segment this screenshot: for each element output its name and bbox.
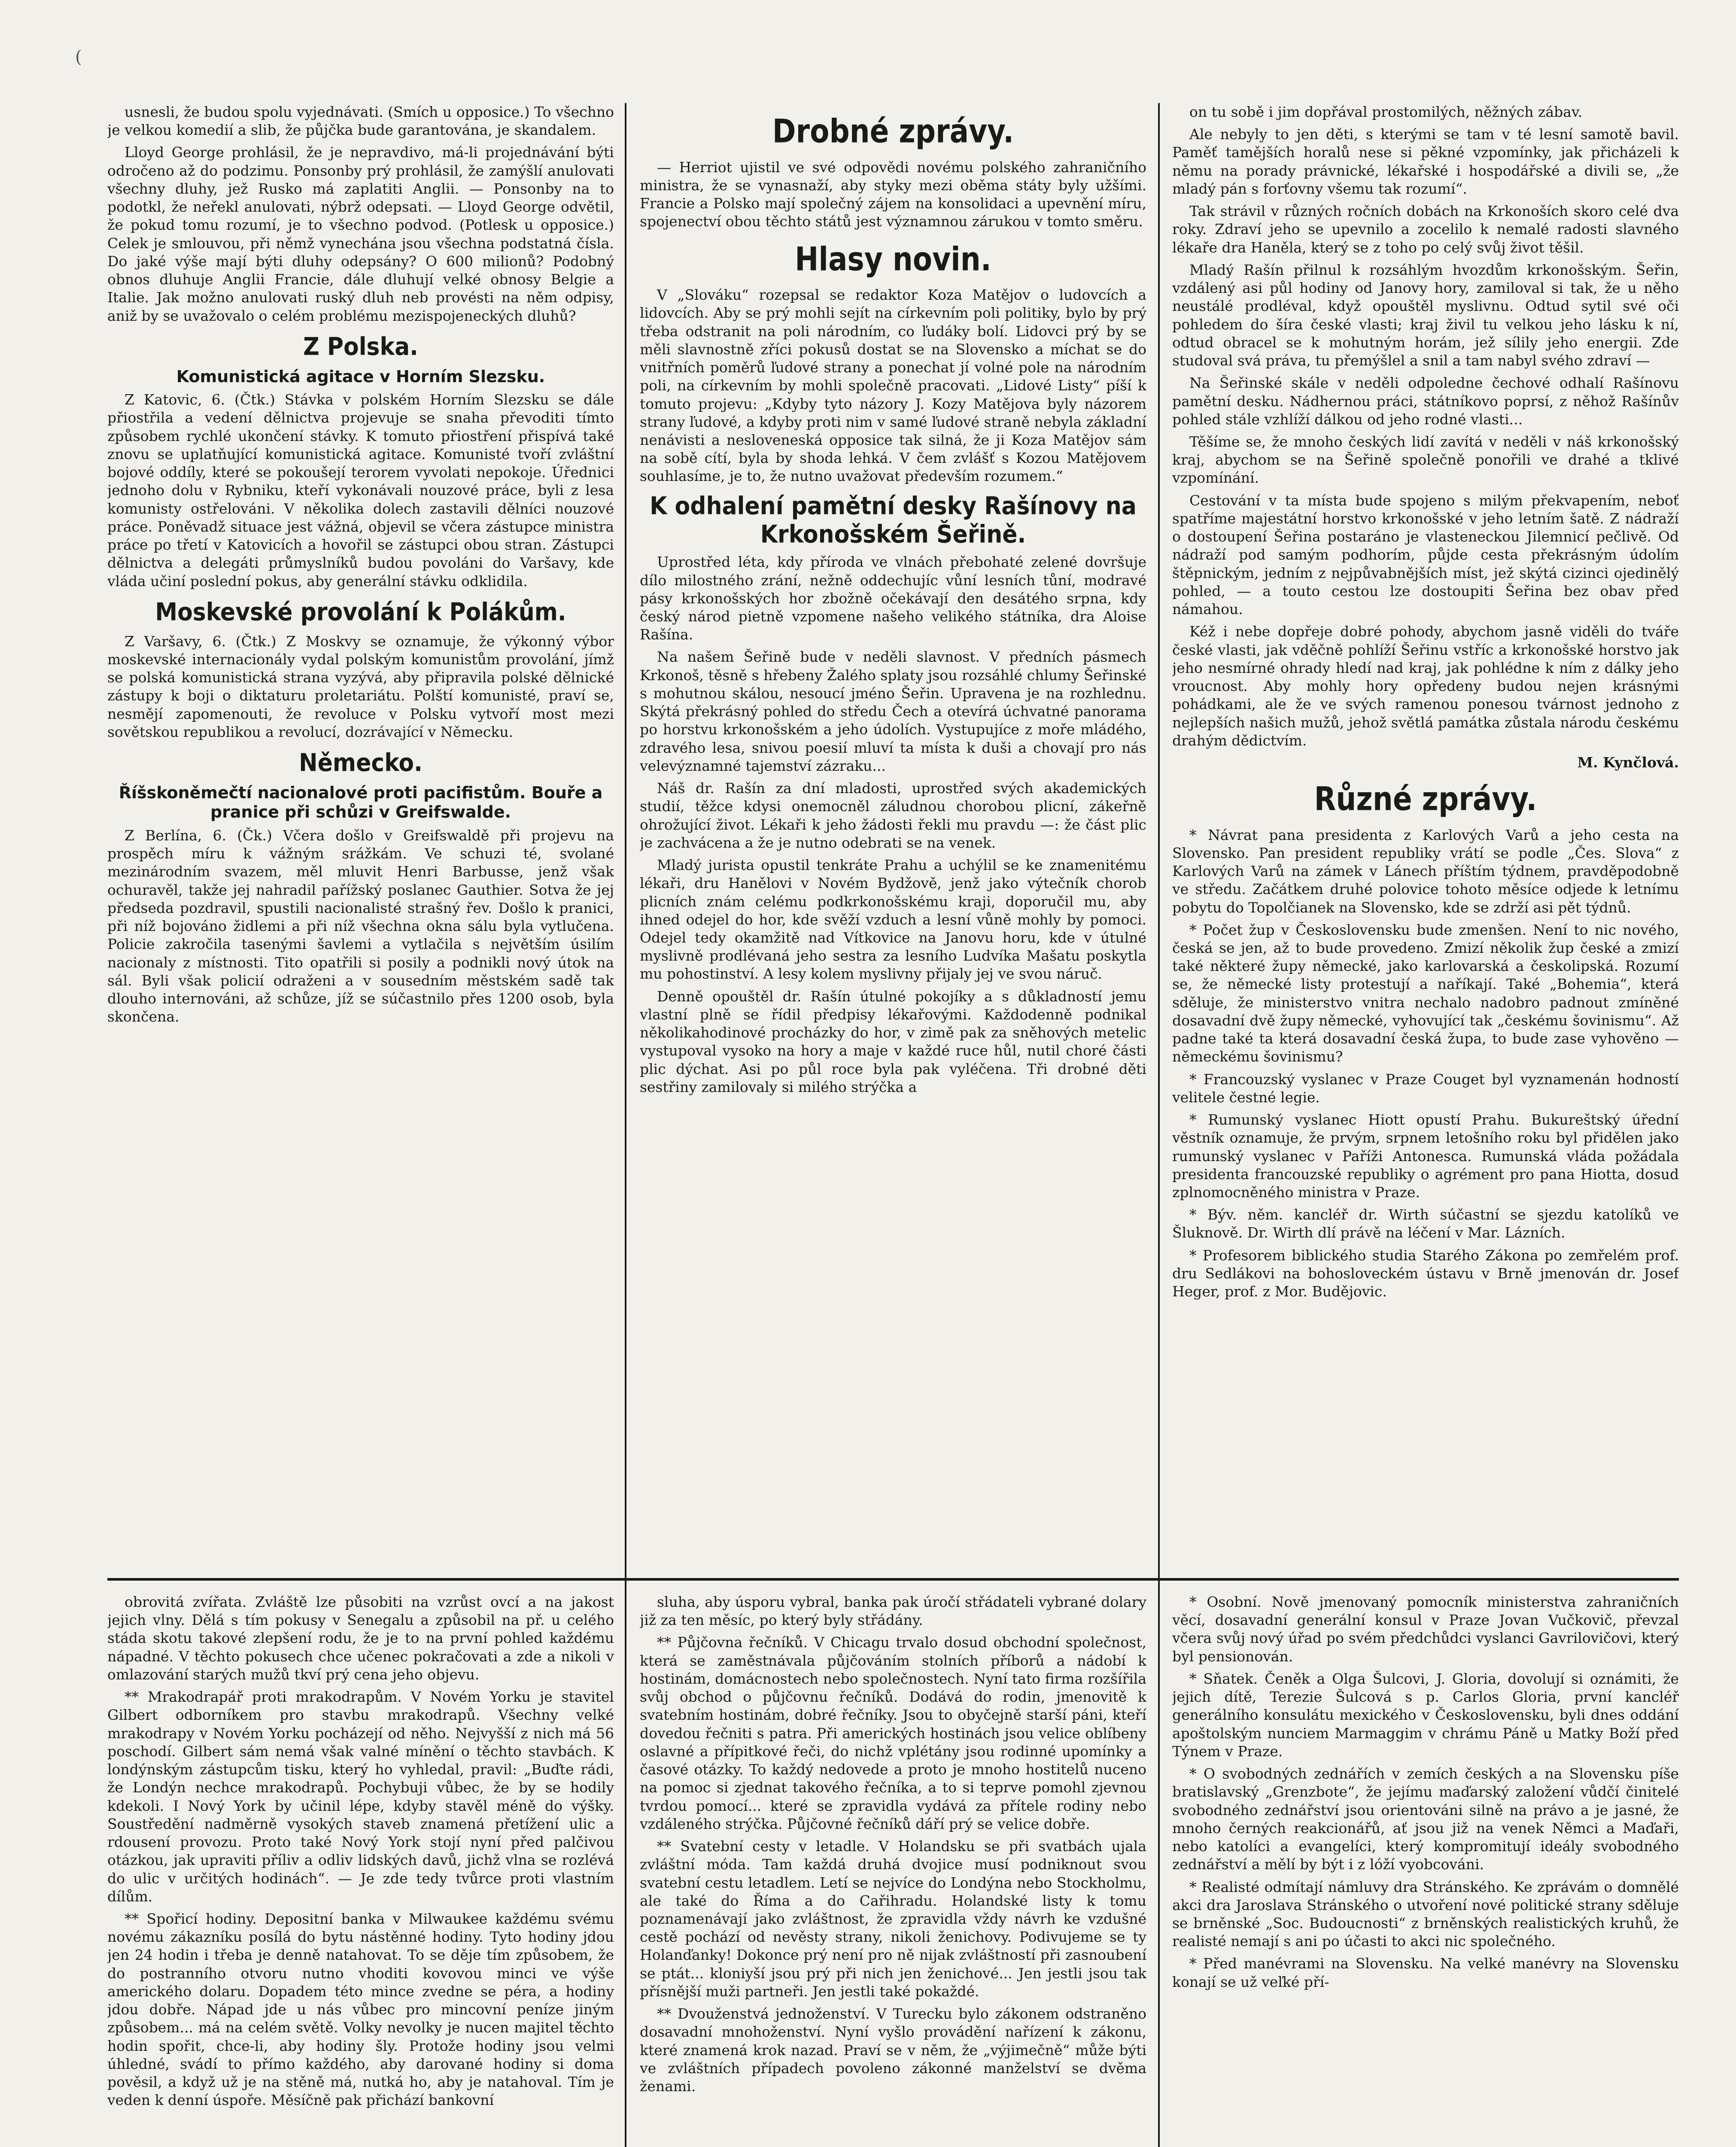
article-paragraph: * Francouzský vyslanec v Praze Couget byl vyznamenán hodností velitele čestné legie.	[1172, 1070, 1679, 1106]
article-paragraph: * Před manévrami na Slovensku. Na velké manévry na Slovensku konají se už veľké pří-	[1172, 1955, 1679, 1990]
article-paragraph: * Návrat pana presidenta z Karlových Varů a jeho cesta na Slovensko. Pan president republiky vrátí se podle „Čes. Slova“ z Karlových Varů na zámek v Lánech příštím týdnem, pravděpodobně ve středu. Začátkem druhé polovice tohoto měsíce odjede k letnímu pobytu do Topolčianek na Slovensko, kde se zdrží asi pět týdnů.	[1172, 826, 1679, 916]
column-1-top	[107, 103, 614, 1563]
article-paragraph: Z Katovic, 6. (Čtk.) Stávka v polském Horním Slezsku se dále přiostřila a vedení dělnictva projevuje se snaha převoditi tímto způsobem rychlé ukončení stávky. K tomuto přiostření přispívá také znovu se uplatňující komunistická agitace. Komunisté tvoří zvláštní bojové oddíly, které se pokoušejí terorem vyvolati nepokoje. Úřednici jednoho dolu v Rybniku, kteří vykonávali nouzové práce, byli z lesa komunisty ostřelováni. V několika dolech zastavili dělníci nouzové práce. Poněvadž situace jest vážná, objevil se včera zástupce ministra práce po třetí v Katovicích a hovořil se zástupci obou stran. Zástupci dělnictva a delegáti průmyslníků budou povoláni do Varšavy, kde vláda učiní poslední pokus, aby generální stávku odklidila.	[107, 391, 614, 590]
article-paragraph: Těšíme se, že mnoho českých lidí zavítá v neděli v náš krkonošský kraj, abychom se na Šeřině společně ponořili ve drahé a tklivé vzpomínání.	[1172, 433, 1679, 487]
article-paragraph: Na našem Šeřině bude v neděli slavnost. V předních pásmech Krkonoš, těsně s hřebeny Žalého splaty jsou rozsáhlé chlumy Šeřinské s mohutnou skálou, nesoucí jméno Šeřin. Upravena je na rozhlednu. Skýtá překrásný pohled do středu Čech a otevírá úchvatné panorama po horstvu krkonošském a jeho údolích. Vystupujíce z moře mládého, zdravého lesa, snivou poesií mluví ta místa k duši a chovají pro nás velevýznamné tajemství zázraku...	[640, 648, 1146, 774]
article-paragraph: ** Dvouženstvá jednoženství. V Turecku bylo zákonem odstraněno dosavadní mnohoženství. Nyní vyšlo provádění nařízení k zákonu, které znamená krok nazad. Praví se v něm, že „výjimečně“ může býti ve zvláštních případech povoleno zákonné manželství se dvěma ženami.	[640, 2005, 1146, 2095]
article-paragraph: Z Berlína, 6. (Čk.) Včera došlo v Greifswaldě při projevu na prospěch míru k vážným srážkám. Ve schuzi té, svolané mezinárodním svazem, měl mluvit Henri Barbusse, jenž však ochuravěl, takže jej nahradil pařížský poslanec Gauthier. Sotva že jej předseda pozdravil, spustili nacionalisté strašný řev. Došlo k pranici, při níž bojováno židlemi a při níž všechna okna sálu byla vytlučena. Policie zakročila tasenými šavlemi a vytlačila s největším úsilím nacionaly z místnosti. Tito opatřili si posily a podnikli nový útok na sál. Byli však policií odraženi a v sousedním městském sadě tak dlouho internováni, až schůze, jíž se súčastnilo přes 1200 osob, byla skončena.	[107, 827, 614, 1025]
article-paragraph: obrovitá zvířata. Zvláště lze působiti na vzrůst ovcí a na jakost jejich vlny. Dělá s tím pokusy v Senegalu a způsobil na př. u celého stáda skotu takové zlepšení rodu, že je to na první pohled každému nápadné. V těchto pokusech chce učenec pokračovati a zde a nikoli v omlazování starých mužů tkví prý cena jeho objevu.	[107, 1594, 614, 1683]
article-headline: Říšskoněmečtí nacionalové proti pacifistům. Bouře a pranice při schůzi v Greifswalde.	[119, 783, 603, 822]
author-signature: M. Kynčlová.	[1577, 754, 1679, 771]
article-paragraph: * O svobodných zednářích v zemích českých a na Slovensku píše bratislavský „Grenzbote“, že jejímu maďarský založení vůdčí činitelé svobodného zednářství jsou orientováni silně na právo a je jasné, že mnoho černých reakcionářů, ať jsou již na venek Němci a Maďaři, nebo katolíci a evangelíci, který kompromitují ideály svobodného zednářství a mělí by být i z lóží vyobcováni.	[1172, 1765, 1679, 1873]
article-paragraph: Z Varšavy, 6. (Čtk.) Z Moskvy se oznamuje, že výkonný výbor moskevské internacionály vydal polským komunistům provolání, jímž se polská komunistická strana vyzývá, aby připravila polské dělnické zástupy k boji o diktaturu proletariátu. Polští komunisté, praví se, nesmějí zapomenouti, že revoluce v Polsku vytvoří most mezi sovětskou republikou a revolucí, dozrávající v Německu.	[107, 633, 614, 740]
column-rule-1	[625, 103, 626, 2147]
article-paragraph: * Profesorem biblického studia Starého Zákona po zemřelém prof. dru Sedlákovi na bohosloveckém ústavu v Brně jmenován dr. Josef Heger, prof. z Mor. Budějovic.	[1172, 1247, 1679, 1300]
article-paragraph: V „Slováku“ rozepsal se redaktor Koza Matějov o ludovcích a lidovcích. Aby se prý mohli sejít na církevním poli politiky, bylo by prý třeba odstranit na poli národním, co ľudáky bolí. Lidovci prý by se měli slavnostně zříci pokusů dostat se na Slovensko a míchat se do vnitřních poměrů ľudové strany a ponechat jí volné pole na národním poli, na církevním by mohli společně pracovati. „Lidové Listy“ píší k tomuto projevu: „Kdyby tyto názory J. Kozy Matějova byly názorem strany ľudové, a kdyby proti nim v samé ľudové straně nebyla základní nenávisti a nesloveneská opposice tak silná, že ji Koza Matějov sám na sobě cítí, byla by shoda lehká. V čem zvlášť s Kozou Matějovem souhlasíme, je to, že nutno uvažovat především rozumem.“	[640, 286, 1146, 485]
article-paragraph: Náš dr. Rašín za dní mladosti, uprostřed svých akademických studií, těžce kdysi onemocněl záludnou chorobou plicní, zákeřně ohrožující život. Lékaři k jeho žádosti řekli mu pravdu —: že část plic je zachvácena a že je nutno odebrati se na venek.	[640, 780, 1146, 851]
article-headline: K odhalení pamětní desky Rašínovy na Krkonošském Šeřině.	[650, 492, 1137, 549]
article-paragraph: — Herriot ujistil ve své odpovědi novému polského zahraničního ministra, že se vynasnaží, aby styky mezi oběma státy byly užšími. Francie a Polsko mají společný zájem na konsolidaci a upevnění míru, spojenectví obou těchto států jest významnou zárukou v tomto směru.	[640, 158, 1146, 230]
article-paragraph: on tu sobě i jim dopřával prostomilých, něžných zábav.	[1189, 103, 1583, 120]
article-headline: Komunistická agitace v Horním Slezsku.	[176, 367, 545, 386]
article-paragraph: ** Půjčovna řečníků. V Chicagu trvalo dosud obchodní společnost, která se zaměstnávala půjčováním stolních příborů a nádobí k hostinám, domácnostech nebo společnostech. Nyní tato firma rozšířila svůj obchod o půjčovnu řečníků. Dodává do rodin, jmenovitě k svatebním hostinám, dobré řečníky. Jsou to obyčejně starší páni, kteří dovedou řečniti s patra. Při amerických hostinách jsou velice oblíbeny oslavné a přípitkové řeči, do nichž vplétány jsou rodinné upomínky a časové otázky. To každý nedovede a proto je mnoho hostitelů nuceno na pomoc si zjednat takového řečníka, a to si teprve pomohl zjevnou tvrdou pomocí... které se zpravidla vydává za přítele rodiny nebo vzdáleného strýčka. Půjčovné řečníků dáří prý se velice dobře.	[640, 1634, 1146, 1832]
article-paragraph: * Býv. něm. kancléř dr. Wirth súčastní se sjezdu katolíků ve Šluknově. Dr. Wirth dlí právě na léčení v Mar. Lázních.	[1172, 1206, 1679, 1241]
column-2-top	[640, 103, 1146, 1563]
article-paragraph: Uprostřed léta, kdy příroda ve vlnách přebohaté zelené dovršuje dílo milostného zrání, nežně oddechujíc vůní lesních tůní, modravé pásy krkonošských hor zbožně očekávají den desátého srpna, kdy český národ pietně vzpomene našeho velikého státníka, dra Aloise Rašína.	[640, 553, 1146, 643]
article-paragraph: Kéž i nebe dopřeje dobré pohody, abychom jasně viděli do tváře české vlasti, jak vděčně pohlíží Šeřinu vstříc a krkonošské horstvo jak jeho nesmírné ohrady hledí nad kraj, jak pohlédne k ním z dálky jeho vroucnost. Aby mohly hory opředeny budou nejen krásnými pohádkami, ale že ve svých ramenou ponesou tvárnost jednoho z nejlepších našich mužů, jehož světlá památka zůstala národu českému drahým dědictvím.	[1172, 623, 1679, 749]
margin-mark: (	[75, 47, 82, 67]
column-3-top	[1172, 103, 1679, 1563]
article-paragraph: ** Svatební cesty v letadle. V Holandsku se při svatbách ujala zvláštní móda. Tam každá druhá dvojice musí podniknout svou svatební cestu letadlem. Letí se nejvíce do Londýna nebo Stockholmu, ale také do Říma a do Cařihradu. Holandské listy k tomu poznamenávají jako zvláštnost, že zpravidla vždy návrh ke vzdušné cestě pochází od nevěsty strany, nikoli ženichovy. Podivujeme se ty Holanďanky! Dokonce prý není pro ně nijak zvláštností při zasnoubení se ptát... kloniyší jsou prý při nich jen ženichové... Jen jestli jsou tak přísnější muži partneři. Jen jestli také pokaždé.	[640, 1838, 1146, 2000]
article-paragraph: Mladý jurista opustil tenkráte Prahu a uchýlil se ke znamenitému lékaři, dru Hanělovi v Novém Bydžově, jenž jako výtečník chorob plicních znám celému podkrkonošskému kraji, doporučil mu, aby ihned odejel do hor, kde svěží vzduch a lesní vůně mohly by pomoci. Odejel tedy okamžitě nad Vítkovice na Janovu horu, kde v útulné myslivně prodlévaná jeho sestra za lesního Ludvíka Mašatu poskytla mu pohostinství. A lesy kolem myslivny přijaly jej ve svou náruč.	[640, 857, 1146, 982]
column-3-bottom	[1172, 1593, 1679, 2147]
article-paragraph: * Počet žup v Československu bude zmenšen. Není to nic nového, česká se jen, až to bude provedeno. Zmizí několik žup české a zmizí také některé župy německé, jako karlovarská a českolipská. Rozumí se, že německé listy protestují a naříkají. Také „Bohemia“, která sděluje, že ministerstvo vnitra nechalo nadobro padnout zmíněné dosavadní dvě župy německé, vyhovující tak „českému šovinismu“. Až padne také ta která dosavadní česká župa, to bude zase vyhověno — německému šovinismu?	[1172, 921, 1679, 1065]
article-paragraph: * Osobní. Nově jmenovaný pomocník ministerstva zahraničních věcí, dosavadní generální konsul v Praze Jovan Vučkovič, převzal včera svůj nový úřad po svém předchůdci vyslanci Gavrilovičovi, který byl pensionován.	[1172, 1594, 1679, 1665]
newspaper-page	[107, 103, 1679, 2147]
section-heading-polska: Z Polska.	[303, 332, 418, 361]
article-paragraph: sluha, aby úsporu vybral, banka pak úročí střádateli vybrané dolary již za ten měsíc, po který byly střádány.	[640, 1594, 1146, 1629]
article-paragraph: Ale nebyly to jen děti, s kterými se tam v té lesní samotě bavil. Paměť tamějších horalů nese si pěkné vzpomínky, jak přicházeli k němu na porady právnické, lékařské i hospodářské a divili se, „že mladý pán s forťovny všemu tak rozumí“.	[1172, 126, 1679, 197]
article-paragraph: Lloyd George prohlásil, že je nepravdivo, má-li projednávání býti odročeno až do podzimu. Ponsonby prý prohlásil, že zamýšlí anulovati všechny dluhy, jež Rusko má zaplatiti Anglii. — Ponsonby na to podotkl, že neřekl anulovati, nýbrž odepsati. — Lloyd George odvětil, že pokud tomu rozumí, je to všechno podvod. (Potlesk u opposice.) Celek je smlouvou, při němž vynechána jsou všechna podstatná čísla. Do jaké výše mají býti dluhy odepsány? O 600 milionů? Podobný obnos dluhuje Anglii Francie, dále dluhují velké obnosy Belgie a Italie. Jak možno anulovati ruský dluh neb provésti na něm odpisy, aniž by se uvažovalo o celém problému mezispojeneckých dluhů?	[107, 144, 614, 324]
article-paragraph: Na Šeřinské skále v neděli odpoledne čechové odhalí Rašínovu pamětní desku. Nádhernou práci, státníkovo poprsí, z něhož Rašínův pohled stále vzhlíží dálkou od jeho rodné vlasti...	[1172, 374, 1679, 428]
article-paragraph: * Realisté odmítají námluvy dra Stránského. Ke zprávám o domnělé akci dra Jaroslava Stránského o utvoření nové politické strany sděluje se brněnské „Soc. Budoucnosti“ z brněnských realistických kruhů, že realisté nemají s ani po účasti to akci nic společného.	[1172, 1878, 1679, 1950]
article-paragraph: Cestování v ta místa bude spojeno s milým překvapením, neboť spatříme majestátní horstvo krkonošské v jeho letním šatě. Z nádraží o dostoupení Šeřina postaráno je vlasteneckou Jilemnicí pečlivě. Od nádraží pod samým podhorím, půjde cesta překrásným údolím štěpnickým, jedním z nejpůvabnějších míst, jež skýtá cizinci ojedinělý pohled, — a touto cestou lze dostoupiti Šeřina bez obav před námahou.	[1172, 492, 1679, 618]
feuilleton-rule	[107, 1578, 1679, 1581]
section-heading-drobne-zpravy: Drobné zprávy.	[772, 112, 1014, 150]
article-paragraph: Mladý Rašín přilnul k rozsáhlým hvozdům krkonošským. Šeřin, vzdálený asi půl hodiny od Janovy hory, zamiloval si tak, že u něho neustálé prodléval, když opouštěl myslivnu. Odtud sytil své oči pohledem do šíra české vlasti; kraj živil tu velkou jeho lásku k ní, odtud obracel se k mohutným horám, jež sílily jeho energii. Zde studoval svá práva, tu přemýšlel a snil a tam nabyl svého zdraví —	[1172, 261, 1679, 369]
column-rule-2	[1158, 103, 1160, 2147]
article-paragraph: * Sňatek. Čeněk a Olga Šulcovi, J. Gloria, dovolují si oznámiti, že jejich dítě, Terezie Šulcová s p. Carlos Gloria, první kancléř generálního konsulátu mexického v Československu, byli dnes oddání apoštolským nunciem Marmaggim v chrámu Páně u Matky Boží před Týnem v Praze.	[1172, 1670, 1679, 1760]
section-heading-ruzne-zpravy: Různé zprávy.	[1314, 780, 1537, 818]
article-paragraph: Tak strávil v různých ročních dobách na Krkonoších skoro celé dva roky. Zdraví jeho se upevnilo a zocelilo k nemalé radosti slavného lékaře dra Haněla, který se z toho po celý svůj život těšil.	[1172, 203, 1679, 256]
article-paragraph: ** Spořicí hodiny. Depositní banka v Milwaukee každému svému novému zákazníku posílá do bytu nástěnné hodiny. Tyto hodiny jdou jen 24 hodin i třeba je denně natahovat. To se děje tím způsobem, že do postranního otvoru nutno vhoditi kovovou minci ve výše amerického dolaru. Dopadem této mince zvedne se péra, a hodiny jdou dobře. Nápad jde u nás vůbec pro mincovní peníze jiným způsobem... má na celém světě. Volky nevolky je nucen majitel těchto hodin spořit, chce-li, aby hodiny šly. Protože hodiny jsou velmi úhledné, svádí to přímo každého, aby darované hodiny si doma pověsil, a když už je na stěně má, nutká ho, aby je natahoval. Tím je veden k denní úspoře. Měsíčně pak přichází bankovní	[107, 1910, 614, 2109]
column-1-bottom	[107, 1593, 614, 2147]
article-paragraph: ** Mrakodrapář proti mrakodrapům. V Novém Yorku je stavitel Gilbert odborníkem pro stavbu mrakodrapů. Všechny velké mrakodrapy v Novém Yorku pocházejí od něho. Nejvyšší z nich má 56 poschodí. Gilbert sám nemá však valné mínění o těchto stavbách. K londýnským zástupcům tisku, který ho vyhledal, pravil: „Buďte rádi, že Londýn nechce mrakodrapů. Pochybuji vůbec, že by se hodily kdekoli. I Nový York by učinil lépe, kdyby stavěl méně do výšky. Soustředění nadměrně vysokých staveb znamená přetížení ulic a rdousení provozu. Proto také Nový York stojí nyní před palčivou otázkou, jak upraviti příliv a odliv lidských davů, jichž vlna se rozlévá do ulic v určitých hodinách“. — Je zde tedy tvůrce proti vlastním dílům.	[107, 1688, 614, 1905]
article-paragraph: usnesli, že budou spolu vyjednávati. (Smích u opposice.) To všechno je velkou komedií a slib, že půjčka bude garantována, je skandalem.	[107, 103, 614, 139]
column-2-bottom	[640, 1593, 1146, 2147]
article-headline: Moskevské provolání k Polákům.	[155, 598, 566, 626]
article-paragraph: Denně opouštěl dr. Rašín útulné pokojíky a s důkladností jemu vlastní plně se řídil předpisy lékařovými. Každodenně podnikal několikahodinové procházky do hor, v zimě pak za sněhových metelic vystupoval vysoko na hory a maje v každé ruce hůl, nutil choré části plic dýchat. Asi po půl roce byla pak vyléčena. Tři drobné děti sestřiny zamilovaly si milého strýčka a	[640, 988, 1146, 1095]
section-heading-nemecko: Německo.	[299, 748, 423, 777]
section-heading-hlasy-novin: Hlasy novin.	[795, 240, 991, 278]
article-paragraph: * Rumunský vyslanec Hiott opustí Prahu. Bukureštský úřední věstník oznamuje, že prvým, srpnem letošního roku byl přidělen jako rumunský vyslanec v Paříži Antonesca. Rumunská vláda požádala presidenta francouzské republiky o agrément pro pana Hiotta, dosud zplnomocněného ministra v Praze.	[1172, 1111, 1679, 1201]
